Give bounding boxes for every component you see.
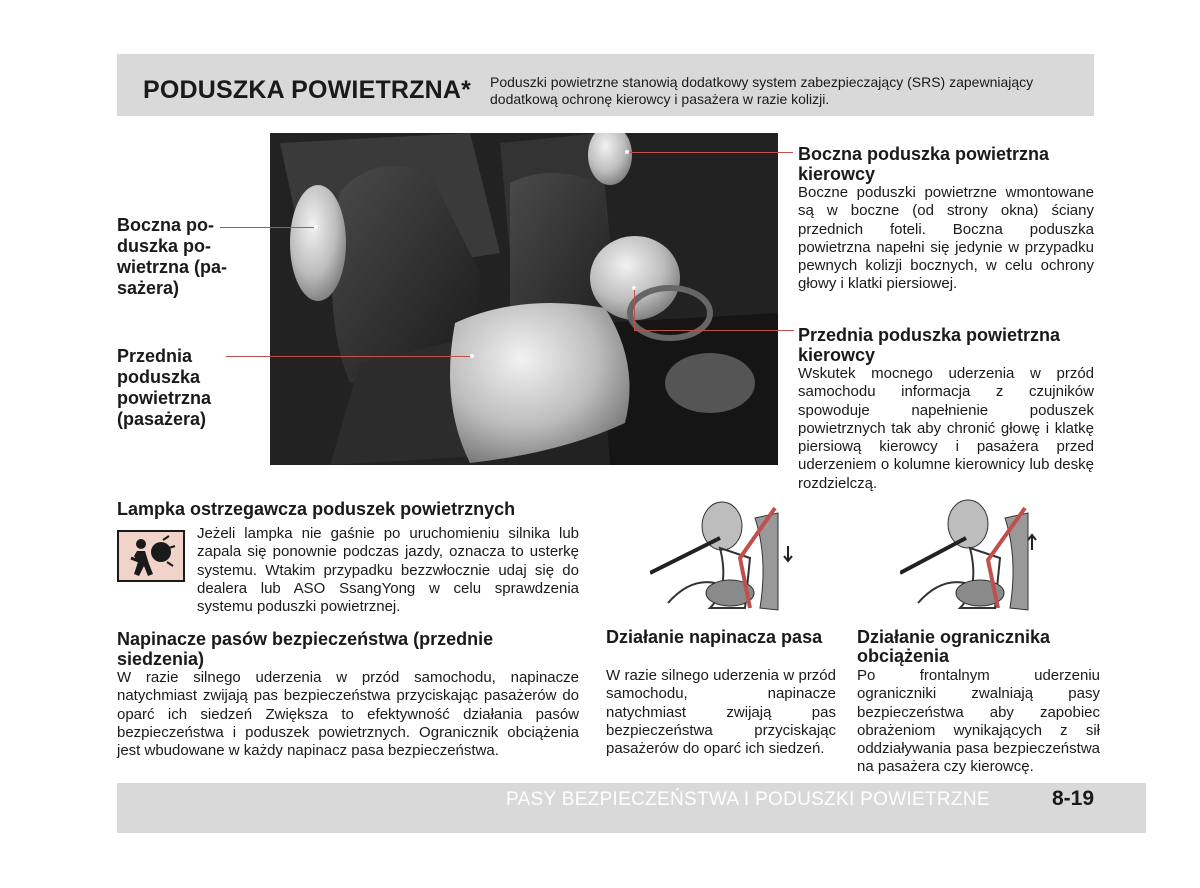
- front-driver-heading: Przednia poduszka powietrzna kierowcy: [798, 325, 1061, 365]
- side-driver-body: Boczne poduszki powietrzne wmontowane są w boczne (od strony okna) ściany przednich foteli. Boczna poduszka powietrzna napełni się jedynie w przypadku pewnych kolizji bocznych, w celu ochrony głowy i klatki piersiowej.: [798, 184, 1094, 293]
- label-side-passenger-airbag: Boczna po-duszka po-wietrzna (pa-sażera): [117, 215, 228, 298]
- warning-lamp-heading: Lampka ostrzegawcza poduszek powietrznych: [117, 499, 516, 519]
- load-limiter-diagram: [900, 498, 1060, 618]
- load-limiter-action-heading: Działanie ogranicznika obciążenia: [857, 627, 1051, 666]
- page-subtitle: Poduszki powietrzne stanowią dodatkowy system zabezpieczający (SRS) zapewniający dodatkową ochronę kierowcy i pasażera w razie kolizji.: [490, 74, 1034, 107]
- label-front-passenger-airbag: Przednia poduszka powietrzna (pasażera): [117, 346, 212, 429]
- airbag-photo-illustration: [270, 133, 778, 465]
- warning-lamp-body: Jeżeli lampka nie gaśnie po uruchomieniu silnika lub zapala się ponownie podczas jazdy, oznacza to usterkę systemu. Wtakim przypadku bezzwłocznie udaj się do dealera lub ASO SsangYong w celu sprawdzenia systemu poduszki powietrznej.: [197, 525, 579, 616]
- leader-line-front-driver-vertical: [634, 288, 635, 330]
- pretensioner-diagram: [650, 498, 810, 618]
- airbag-photo: [270, 133, 778, 465]
- pretensioner-action-heading: Działanie napinacza pasa: [606, 627, 823, 647]
- page-number: 8-19: [1052, 787, 1095, 810]
- load-limiter-diagram-illustration: [900, 498, 1060, 618]
- leader-dot-front-passenger: [470, 354, 474, 358]
- leader-line-side-passenger: [220, 227, 316, 228]
- leader-dot-side-passenger: [314, 225, 318, 229]
- side-driver-heading: Boczna poduszka powietrzna kierowcy: [798, 144, 1050, 184]
- leader-line-front-passenger: [226, 356, 472, 357]
- leader-dot-side-driver: [625, 150, 629, 154]
- airbag-warning-symbol-icon: [119, 532, 183, 580]
- side-driver-airbag-section: [798, 144, 1094, 294]
- leader-dot-front-driver: [632, 286, 636, 290]
- pretensioner-diagram-illustration: [650, 498, 810, 618]
- footer-section-title: PASY BEZPIECZEŃSTWA I PODUSZKI POWIETRZNE: [506, 789, 990, 810]
- front-driver-body: Wskutek mocnego uderzenia w przód samochodu informacja z czujników spowoduje napełnienie poduszek powietrznych tak aby chronić głowę i klatkę piersiową kierowcy i pasażera przed uderzeniem o kolumne kierownicy lub deskę rozdzielczą.: [798, 365, 1094, 492]
- pretensioner-action-body: W razie silnego uderzenia w przód samochodu, napinacze natychmiast zwijają pas bezpieczeństwa przyciskając pasażerów do oparć ich siedzeń.: [606, 667, 836, 758]
- leader-line-side-driver: [627, 152, 793, 153]
- airbag-warning-lamp-icon: [117, 530, 185, 582]
- leader-line-front-driver: [634, 330, 794, 331]
- pretensioners-body: W razie silnego uderzenia w przód samochodu, napinacze natychmiast zwijają pas bezpieczeństwa przyciskając pasażerów do oparć ich siedzeń Zwiększa to efektywność działania pasów bezpieczeństwa i poduszek powietrznych. Ogranicznik obciążenia jest wbudowane w każdy napinacz pasa bezpieczeństwa.: [117, 669, 579, 760]
- load-limiter-action-body: Po frontalnym uderzeniu ograniczniki zwalniają pasy bezpieczeństwa aby zapobiec obrażeniom wynikających z sił oddziaływania pasa bezpieczeństwa na pasażera czy kierowcę.: [857, 667, 1100, 776]
- page-title: PODUSZKA POWIETRZNA*: [143, 76, 472, 104]
- pretensioners-heading: Napinacze pasów bezpieczeństwa (przednie siedzenia): [117, 629, 494, 669]
- front-driver-airbag-section: [798, 325, 1094, 493]
